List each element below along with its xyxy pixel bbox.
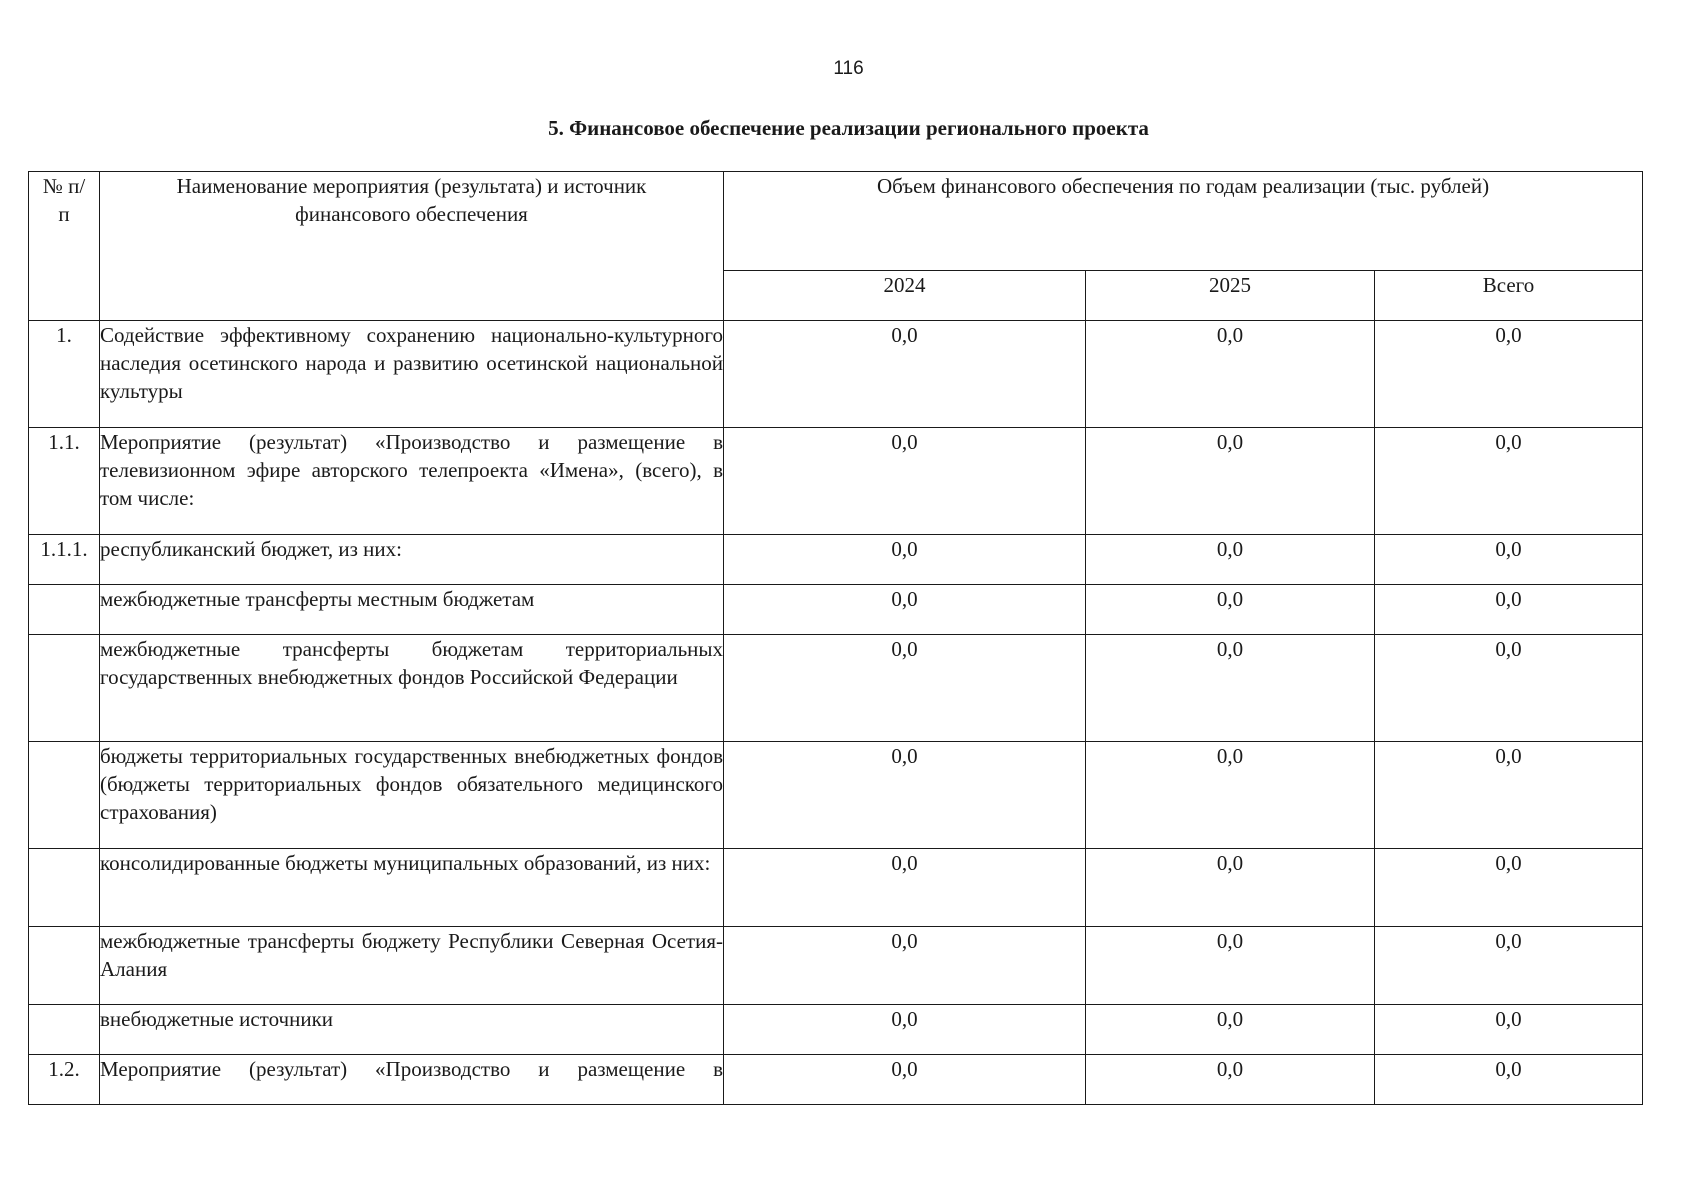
- header-year-2025: 2025: [1086, 271, 1375, 321]
- row-value-2025: 0,0: [1086, 535, 1375, 585]
- row-value-total: 0,0: [1375, 535, 1643, 585]
- row-name: бюджеты территориальных государственных внебюджетных фондов (бюджеты территориальных фондов обязательного медицинского страхования): [100, 742, 724, 849]
- row-value-2025: 0,0: [1086, 585, 1375, 635]
- row-num: [29, 742, 100, 849]
- header-name: Наименование мероприятия (результата) и источник финансового обеспечения: [100, 172, 724, 321]
- table-row: [29, 535, 1643, 585]
- row-name: межбюджетные трансферты местным бюджетам: [100, 585, 724, 635]
- row-value-total: 0,0: [1375, 585, 1643, 635]
- row-value-2024: 0,0: [724, 635, 1086, 742]
- financing-table: [28, 171, 1643, 1105]
- row-name: Мероприятие (результат) «Производство и размещение в телевизионном эфире авторского телепроекта «Имена», (всего), в том числе:: [100, 428, 724, 535]
- row-value-2024: 0,0: [724, 1055, 1086, 1105]
- row-value-2025: 0,0: [1086, 321, 1375, 428]
- row-value-total: 0,0: [1375, 1005, 1643, 1055]
- row-num: 1.1.: [29, 428, 100, 535]
- row-name: Содействие эффективному сохранению национально-культурного наследия осетинского народа и развитию осетинской национальной культуры: [100, 321, 724, 428]
- row-name: Мероприятие (результат) «Производство и размещение в: [100, 1055, 724, 1105]
- page-title: 5. Финансовое обеспечение реализации регионального проекта: [548, 116, 1149, 140]
- row-value-2025: 0,0: [1086, 1055, 1375, 1105]
- row-num: [29, 1005, 100, 1055]
- row-num: [29, 849, 100, 927]
- row-value-2025: 0,0: [1086, 428, 1375, 535]
- header-volume: Объем финансового обеспечения по годам реализации (тыс. рублей): [724, 172, 1643, 271]
- row-value-2025: 0,0: [1086, 742, 1375, 849]
- table-row: [29, 635, 1643, 742]
- row-value-total: 0,0: [1375, 742, 1643, 849]
- page-number: 116: [833, 58, 864, 79]
- row-num: 1.2.: [29, 1055, 100, 1105]
- row-value-2024: 0,0: [724, 742, 1086, 849]
- row-value-2025: 0,0: [1086, 849, 1375, 927]
- header-year-2024: 2024: [724, 271, 1086, 321]
- table-row: [29, 428, 1643, 535]
- table-row: [29, 321, 1643, 428]
- row-value-total: 0,0: [1375, 1055, 1643, 1105]
- row-value-2024: 0,0: [724, 321, 1086, 428]
- row-num: 1.1.1.: [29, 535, 100, 585]
- row-name: внебюджетные источники: [100, 1005, 724, 1055]
- row-value-total: 0,0: [1375, 849, 1643, 927]
- row-value-2024: 0,0: [724, 927, 1086, 1005]
- row-value-total: 0,0: [1375, 428, 1643, 535]
- row-value-total: 0,0: [1375, 635, 1643, 742]
- row-num: [29, 635, 100, 742]
- table-row: [29, 1055, 1643, 1105]
- header-num: № п/п: [29, 172, 100, 321]
- row-value-2025: 0,0: [1086, 635, 1375, 742]
- row-name: консолидированные бюджеты муниципальных образований, из них:: [100, 849, 724, 927]
- row-value-2024: 0,0: [724, 585, 1086, 635]
- table-row: [29, 849, 1643, 927]
- row-value-2024: 0,0: [724, 535, 1086, 585]
- table-row: [29, 585, 1643, 635]
- row-name: республиканский бюджет, из них:: [100, 535, 724, 585]
- row-value-total: 0,0: [1375, 321, 1643, 428]
- row-value-total: 0,0: [1375, 927, 1643, 1005]
- row-value-2024: 0,0: [724, 428, 1086, 535]
- row-value-2025: 0,0: [1086, 927, 1375, 1005]
- row-name: межбюджетные трансферты бюджету Республики Северная Осетия-Алания: [100, 927, 724, 1005]
- row-num: [29, 927, 100, 1005]
- row-num: 1.: [29, 321, 100, 428]
- row-num: [29, 585, 100, 635]
- row-name: межбюджетные трансферты бюджетам территориальных государственных внебюджетных фондов Российской Федерации: [100, 635, 724, 742]
- header-total: Всего: [1375, 271, 1643, 321]
- table-row: [29, 742, 1643, 849]
- row-value-2024: 0,0: [724, 1005, 1086, 1055]
- table-row: [29, 927, 1643, 1005]
- row-value-2025: 0,0: [1086, 1005, 1375, 1055]
- table-row: [29, 1005, 1643, 1055]
- row-value-2024: 0,0: [724, 849, 1086, 927]
